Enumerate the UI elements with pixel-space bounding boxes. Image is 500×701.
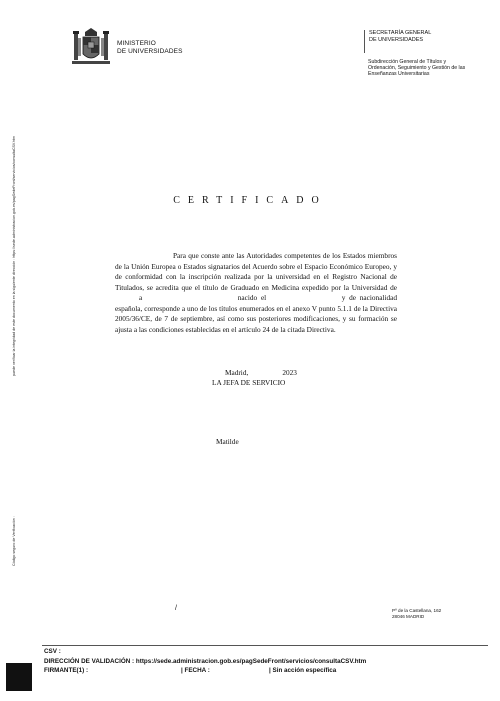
body-part-2: y de nacionalidad española, corresponde a uno de los títulos enumerados en el anexo V punto 5.1.1 de la Directiva 2005/36/CE, de 7 de septiembre, así como sus posteriores modificaciones, y su formación se ajusta a las condiciones establecidas en el artículo 24 de la citada Directiva. [115,293,398,334]
body-part-1: Para que conste ante las Autoridades competentes de los Estados miembros de la Unión Europea o Estados signatarios del Acuerdo sobre el Espacio Económico Europeo, y de conformidad con la inscripción realizada por la universidad en el Registro Nacional de Titulados, se acredita que el título de Graduado en Medicina expedido por la Universidad de [115,251,397,292]
footer-divider [42,645,488,646]
accion-label: | Sin acción específica [269,667,337,674]
address-line-2: 28046 MADRID [392,613,425,619]
subdireccion-text: Subdirección General de Títulos y Ordenación, Seguimiento y Gestión de las Enseñanzas Universitarias [368,59,466,78]
firmante-row [44,667,337,674]
fecha-label: | FECHA : [181,667,210,674]
verify-margin-text: puede verificar la integridad de este documento en la siguiente dirección : https://sede.administracion.gob.es/pagSedeFront/servicios/consultaCSV.htm [12,136,16,376]
validation-label: DIRECCIÓN DE VALIDACIÓN : [44,658,135,665]
ministry-line-2: DE UNIVERSIDADES [117,47,183,55]
slash-mark: / [175,605,177,612]
body-word-a: a [139,293,143,302]
year-text: 2023 [282,368,297,377]
firmante-label: FIRMANTE(1) : [44,667,89,674]
qr-code-block [6,663,32,691]
place-date [225,368,297,377]
signer-role: LA JEFA DE SERVICIO [212,378,286,387]
body-nacido: nacido el [237,293,267,302]
address-line-1: Pº de la Castellana, 162 [392,608,442,613]
csv-label: CSV : [44,648,61,655]
coat-of-arms-icon [72,28,110,68]
secretaria-line-2: DE UNIVERSIDADES [369,36,424,43]
address-block [392,608,441,619]
signer-name: Matilde [216,437,239,446]
place-text: Madrid, [225,368,249,377]
certificate-body [115,251,397,335]
document-title: CERTIFICADO [173,195,327,206]
ministry-name [117,40,183,55]
secretaria-box [364,30,472,53]
validation-link[interactable]: https://sede.administracion.gob.es/pagSedeFront/servicios/consultaCSV.htm [135,658,367,665]
secretaria-line-1: SECRETARÍA GENERAL [369,30,432,36]
csv-margin-label: Código seguro de Verificación : [12,516,16,566]
ministry-line-1: MINISTERIO [117,40,156,47]
validation-row [44,658,366,665]
